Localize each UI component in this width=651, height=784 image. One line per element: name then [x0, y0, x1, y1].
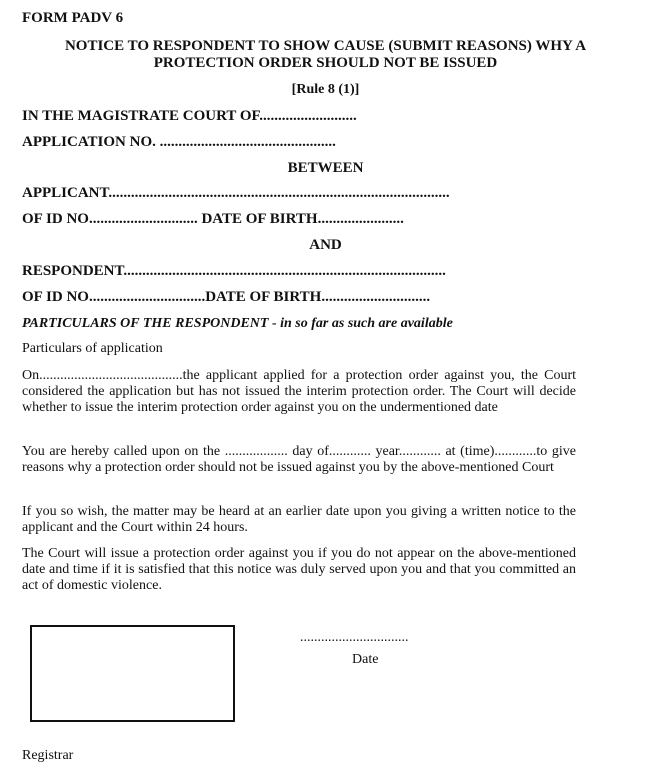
rule-reference: [Rule 8 (1)]	[291, 82, 360, 97]
paragraph-application-date: On.........................................the applicant applied for a protection order against you, the Court considered the application but has not issued the interim protection order. The Court will decide whether to issue the interim protection order against you on the undermentioned date	[22, 368, 576, 415]
respondent-field: RESPONDENT......................................................................................	[22, 263, 446, 279]
paragraph-issue-order: The Court will issue a protection order against you if you do not appear on the above-mentioned date and time if it is satisfied that this notice was duly served upon you and that you committed an act of domestic violence.	[22, 546, 576, 593]
form-title-line2: PROTECTION ORDER SHOULD NOT BE ISSUED	[153, 55, 498, 71]
official-stamp-box	[30, 625, 235, 722]
registrar-label: Registrar	[22, 748, 74, 763]
date-label: Date	[352, 652, 379, 667]
applicant-field: APPLICANT...........................................................................................	[22, 185, 450, 201]
date-signature-line: ...............................	[300, 630, 409, 645]
application-particulars-heading: Particulars of application	[22, 341, 163, 356]
applicant-id-dob-field: OF ID NO............................. DATE OF BIRTH.......................	[22, 211, 404, 227]
paragraph-call-upon: You are hereby called upon on the .................. day of............ year............ at (time)............to give reasons why a protection order should not be issued against you by the above-mentioned Court	[22, 444, 576, 475]
form-code: FORM PADV 6	[22, 10, 124, 26]
application-no-field: APPLICATION NO. ...............................................	[22, 134, 336, 150]
respondent-id-dob-field: OF ID NO...............................DATE OF BIRTH.............................	[22, 289, 431, 305]
respondent-particulars-heading: PARTICULARS OF THE RESPONDENT - in so far as such are available	[22, 316, 453, 331]
between-heading: BETWEEN	[287, 160, 364, 176]
court-field: IN THE MAGISTRATE COURT OF..........................	[22, 108, 357, 124]
paragraph-earlier-hearing: If you so wish, the matter may be heard at an earlier date upon you giving a written notice to the applicant and the Court within 24 hours.	[22, 504, 576, 535]
and-heading: AND	[309, 237, 342, 253]
form-title-line1: NOTICE TO RESPONDENT TO SHOW CAUSE (SUBMIT REASONS) WHY A	[64, 38, 587, 54]
